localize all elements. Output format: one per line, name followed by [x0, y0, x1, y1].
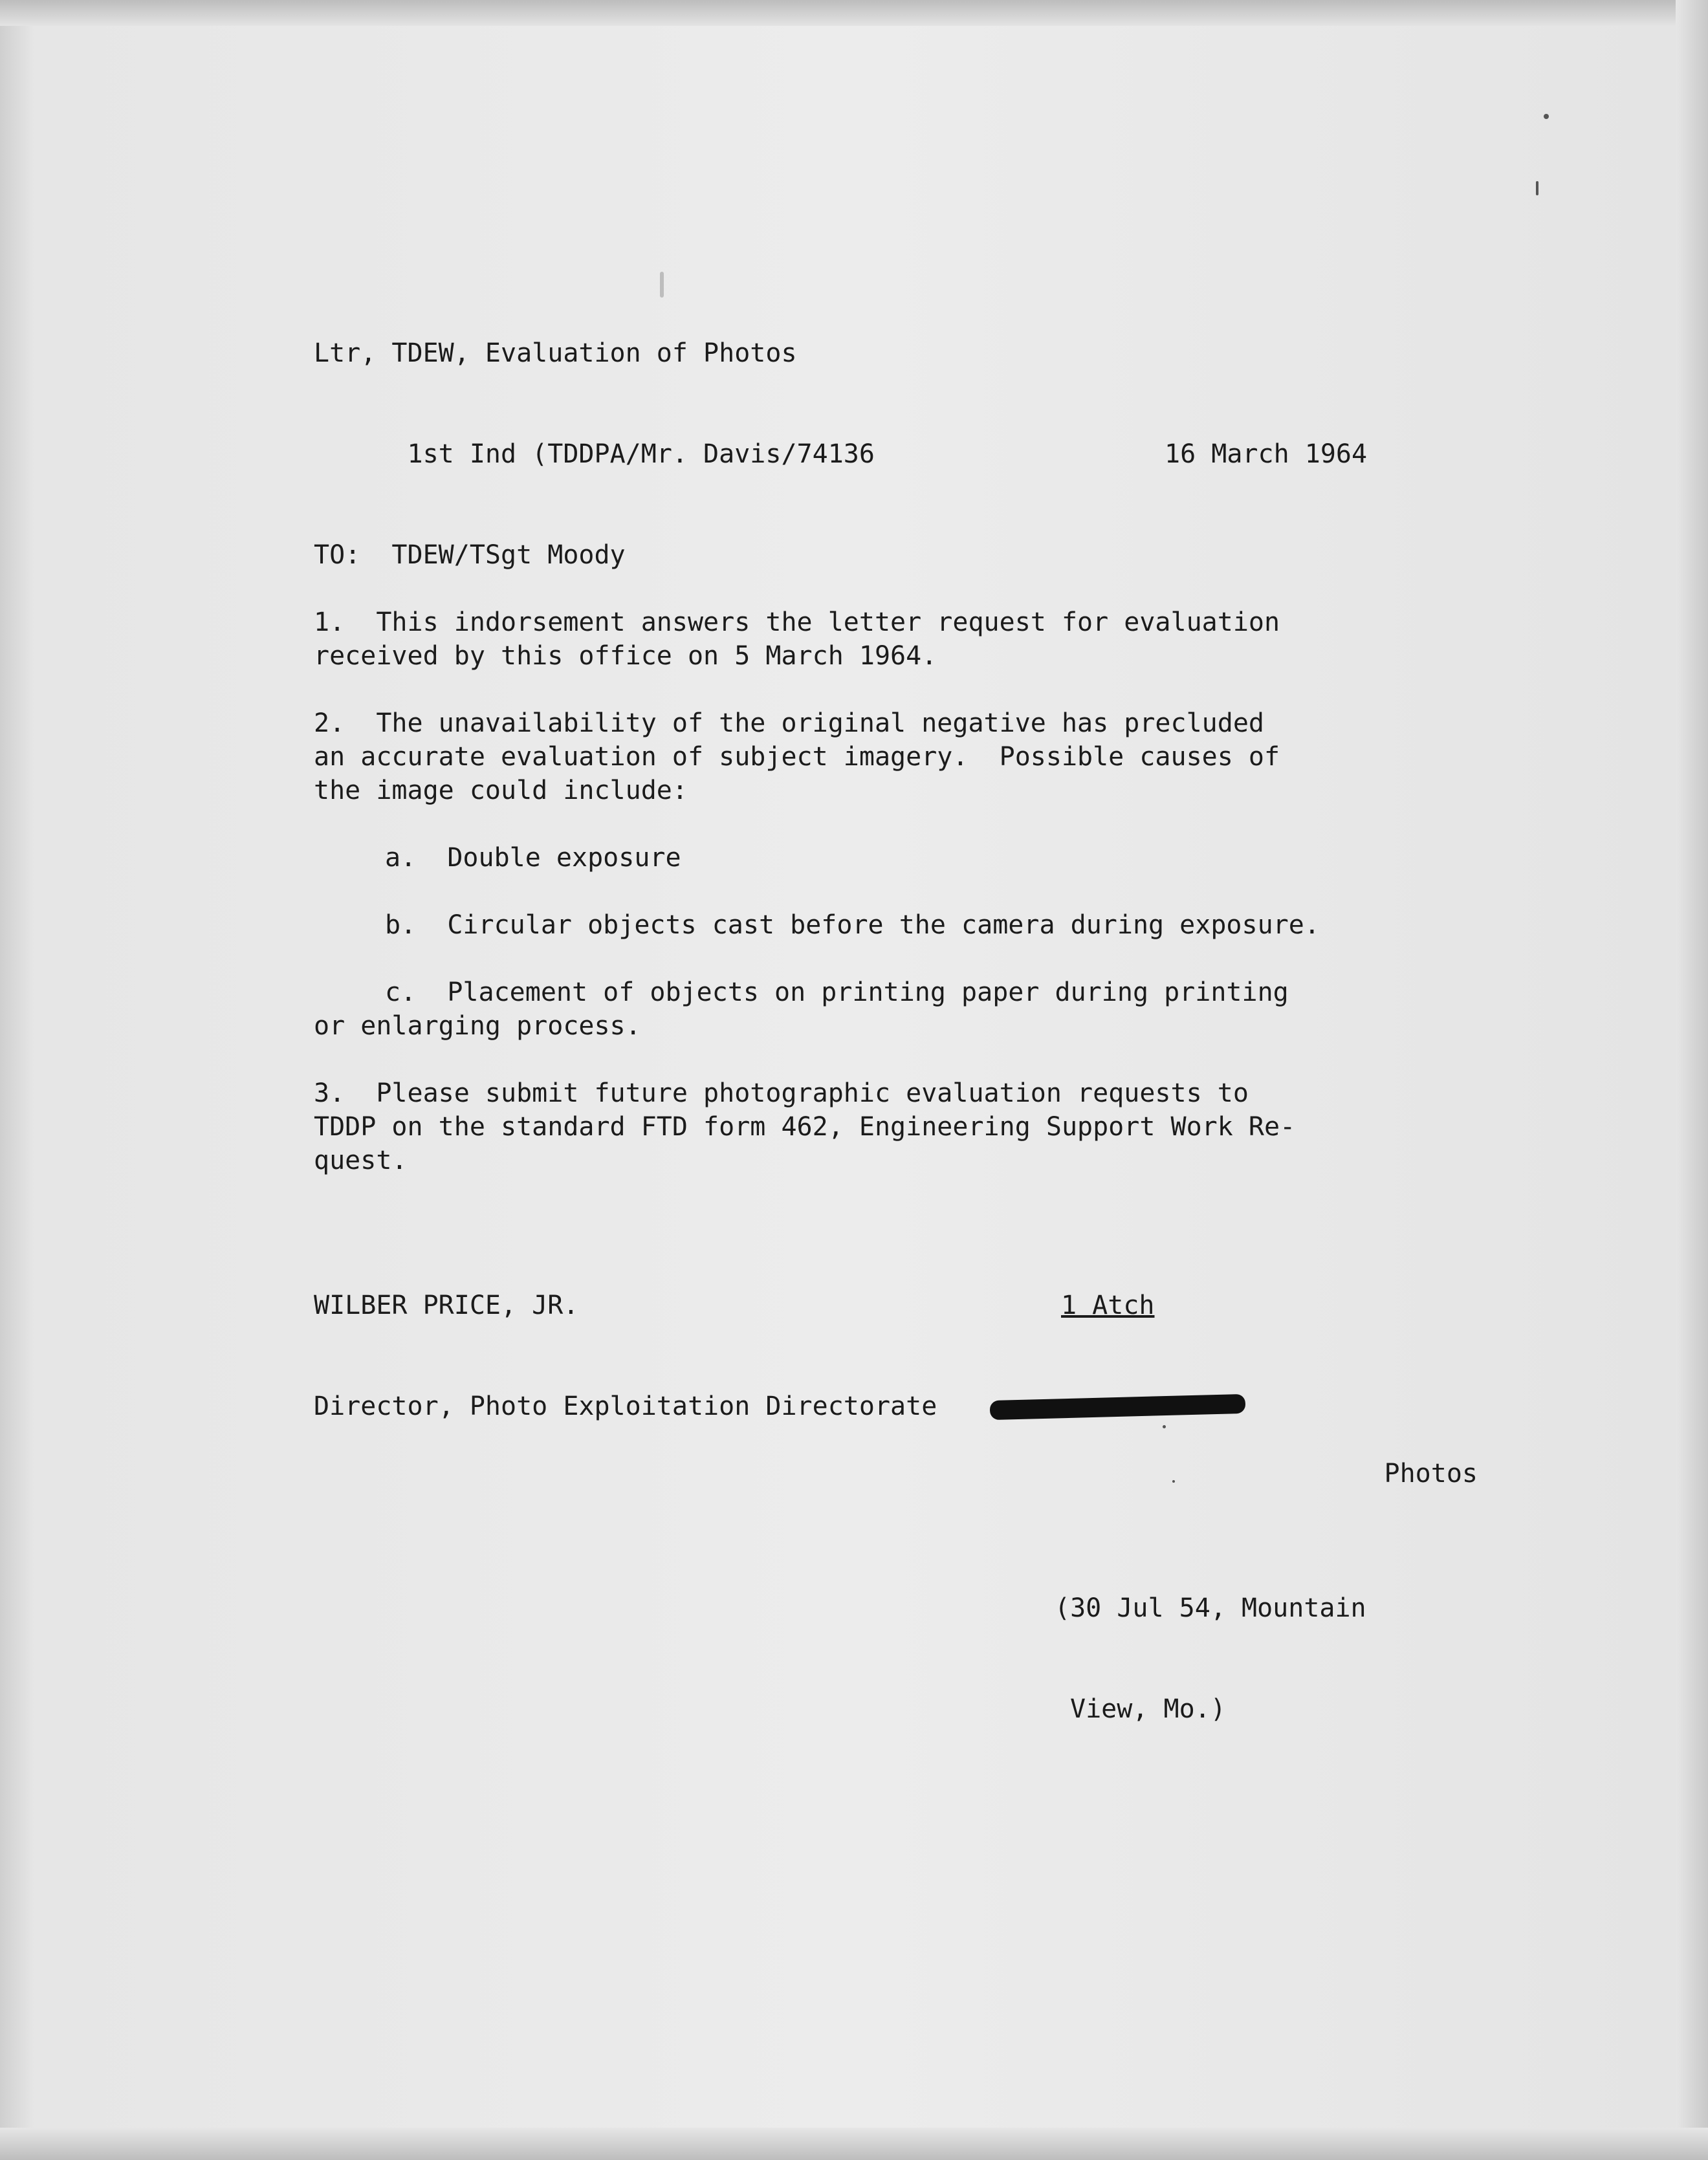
cause-item-c-line-2: or enlarging process.	[314, 1011, 641, 1041]
subject-line: Ltr, TDEW, Evaluation of Photos	[314, 338, 797, 368]
indorsement-line	[314, 404, 1427, 505]
scan-top-edge	[0, 0, 1708, 26]
letter-date: 16 March 1964	[1165, 439, 1368, 469]
addressee-line: TO: TDEW/TSgt Moody	[314, 540, 626, 570]
letter-body	[314, 336, 1427, 1177]
paragraph-3-line-1: 3. Please submit future photographic evaluation requests to	[314, 1078, 1249, 1108]
scan-bottom-edge	[0, 2128, 1708, 2160]
indorsement-reference: 1st Ind (TDDPA/Mr. Davis/74136	[407, 439, 875, 469]
attachment-detail-line-1: (30 Jul 54, Mountain	[1055, 1593, 1366, 1623]
attachment-detail-line-2: View, Mo.)	[1070, 1694, 1226, 1724]
cause-item-c-line-1: c. Placement of objects on printing paper during printing	[385, 977, 1289, 1007]
paragraph-3-line-3: quest.	[314, 1146, 408, 1175]
attachment-label: 1 Atch	[1061, 1291, 1155, 1320]
dust-mark	[1536, 181, 1538, 195]
attachment-photos-line	[1055, 1390, 1478, 1524]
paragraph-1-line-1: 1. This indorsement answers the letter request for evaluation	[314, 607, 1280, 637]
paragraph-2-line-3: the image could include:	[314, 776, 688, 805]
attachment-block	[1055, 1221, 1478, 1793]
scan-artifact	[660, 272, 664, 298]
attachment-photos: Photos	[1384, 1459, 1478, 1489]
redaction-mark	[990, 1394, 1246, 1420]
paragraph-2-line-1: 2. The unavailability of the original negative has precluded	[314, 708, 1265, 738]
dust-speck	[1544, 114, 1549, 119]
cause-item-a: a. Double exposure	[385, 843, 681, 873]
signer-name: WILBER PRICE, JR.	[314, 1291, 579, 1320]
scan-right-edge	[1676, 0, 1708, 2160]
signature-block	[314, 1221, 937, 1490]
paragraph-1-line-2: received by this office on 5 March 1964.	[314, 641, 937, 671]
paragraph-3-line-2: TDDP on the standard FTD form 462, Engineering Support Work Re-	[314, 1112, 1296, 1142]
paragraph-2-line-2: an accurate evaluation of subject imagery. Possible causes of	[314, 742, 1280, 772]
signer-title: Director, Photo Exploitation Directorate	[314, 1391, 937, 1421]
cause-item-b: b. Circular objects cast before the camera during exposure.	[385, 910, 1320, 940]
